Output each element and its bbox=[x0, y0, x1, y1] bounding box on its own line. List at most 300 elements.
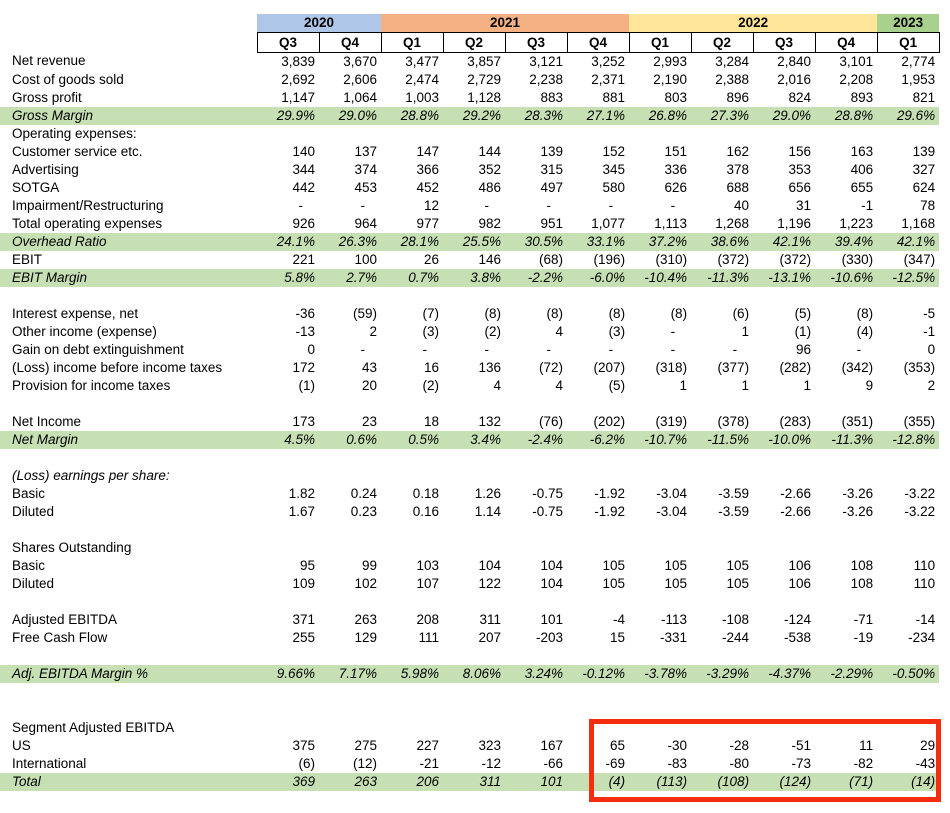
value-cell: 146 bbox=[478, 251, 502, 267]
value-cell: 378 bbox=[726, 161, 750, 177]
value-cell bbox=[381, 521, 443, 539]
value-cell: 3,670 bbox=[343, 53, 378, 69]
value-cell: 26 bbox=[423, 251, 440, 267]
value-cell bbox=[443, 647, 505, 665]
value-cell: 107 bbox=[416, 575, 440, 591]
value-cell: (4) bbox=[856, 323, 874, 339]
value-cell bbox=[877, 647, 939, 665]
value-cell: 3.4% bbox=[443, 431, 505, 449]
value-cell: 982 bbox=[478, 215, 502, 231]
value-cell bbox=[753, 395, 815, 413]
table-row bbox=[0, 521, 939, 539]
table-row bbox=[0, 251, 939, 269]
value-cell: 28.3% bbox=[505, 107, 567, 125]
value-cell: 2 bbox=[369, 323, 378, 339]
table-row bbox=[0, 773, 939, 791]
row-label-cell: Gain on debt extinguishment bbox=[12, 341, 184, 357]
row-label-cell: Diluted bbox=[12, 575, 55, 591]
value-cell bbox=[629, 539, 691, 557]
table-row bbox=[0, 107, 939, 125]
value-cell bbox=[877, 449, 939, 467]
value-cell: 1.14 bbox=[474, 503, 502, 519]
value-cell bbox=[381, 593, 443, 611]
value-cell: 147 bbox=[416, 143, 440, 159]
value-cell: 42.1% bbox=[753, 233, 815, 251]
value-cell bbox=[381, 395, 443, 413]
value-cell bbox=[257, 449, 319, 467]
value-cell bbox=[815, 521, 877, 539]
value-cell: 122 bbox=[478, 575, 502, 591]
row-label-cell: Adj. EBITDA Margin % bbox=[0, 665, 257, 683]
value-cell bbox=[319, 539, 381, 557]
value-cell: -2.4% bbox=[505, 431, 567, 449]
value-cell: 173 bbox=[292, 413, 315, 429]
value-cell: 1.26 bbox=[474, 485, 502, 501]
quarter-header-cell: Q4 bbox=[567, 32, 629, 52]
year-header-cell: 2021 bbox=[381, 14, 629, 32]
value-cell: 4 bbox=[555, 323, 564, 339]
value-cell: 406 bbox=[850, 161, 874, 177]
value-cell: (2) bbox=[422, 377, 440, 393]
value-cell: 221 bbox=[292, 251, 315, 267]
value-cell: 0.5% bbox=[381, 431, 443, 449]
value-cell bbox=[691, 467, 753, 485]
value-cell: - bbox=[484, 197, 490, 213]
value-cell: 30.5% bbox=[505, 233, 567, 251]
value-cell: 105 bbox=[726, 557, 750, 573]
row-label-cell bbox=[0, 701, 257, 719]
value-cell bbox=[381, 287, 443, 305]
value-cell: 1,077 bbox=[591, 215, 626, 231]
value-cell: 624 bbox=[912, 179, 936, 195]
value-cell bbox=[753, 125, 815, 143]
value-cell: -11.5% bbox=[691, 431, 753, 449]
value-cell: 2.7% bbox=[319, 269, 381, 287]
value-cell: 38.6% bbox=[691, 233, 753, 251]
table-row bbox=[0, 395, 939, 413]
value-cell: -80 bbox=[729, 755, 750, 771]
value-cell: 0.7% bbox=[381, 269, 443, 287]
value-cell: (377) bbox=[717, 359, 750, 375]
value-cell: 16 bbox=[423, 359, 440, 375]
value-cell bbox=[319, 593, 381, 611]
value-cell: 111 bbox=[418, 629, 440, 645]
value-cell bbox=[505, 701, 567, 719]
value-cell: 106 bbox=[788, 575, 812, 591]
value-cell: (8) bbox=[484, 305, 502, 321]
row-label-cell: International bbox=[12, 755, 87, 771]
value-cell: 108 bbox=[850, 575, 874, 591]
value-cell: 803 bbox=[664, 89, 688, 105]
value-cell: 29.0% bbox=[753, 107, 815, 125]
table-row bbox=[0, 125, 939, 143]
value-cell bbox=[505, 647, 567, 665]
table-row bbox=[0, 233, 939, 251]
row-label-cell: Total operating expenses bbox=[12, 215, 163, 231]
value-cell: -0.12% bbox=[567, 665, 629, 683]
table-body bbox=[0, 52, 939, 791]
value-cell: 28.8% bbox=[381, 107, 443, 125]
table-row bbox=[0, 665, 939, 683]
value-cell: -21 bbox=[419, 755, 440, 771]
value-cell bbox=[319, 683, 381, 701]
value-cell: -19 bbox=[853, 629, 874, 645]
value-cell: (207) bbox=[593, 359, 626, 375]
value-cell bbox=[691, 125, 753, 143]
value-cell: 167 bbox=[540, 737, 564, 753]
value-cell: 29.9% bbox=[257, 107, 319, 125]
row-label-cell: Basic bbox=[12, 485, 46, 501]
row-label-cell: Gross profit bbox=[12, 89, 82, 105]
value-cell: -83 bbox=[667, 755, 688, 771]
year-header-cell: 2022 bbox=[629, 14, 877, 32]
value-cell: (14) bbox=[877, 773, 939, 791]
value-cell bbox=[319, 287, 381, 305]
value-cell: (108) bbox=[691, 773, 753, 791]
value-cell: (378) bbox=[717, 413, 750, 429]
value-cell: (124) bbox=[753, 773, 815, 791]
value-cell bbox=[629, 701, 691, 719]
value-cell bbox=[629, 449, 691, 467]
value-cell: 580 bbox=[602, 179, 626, 195]
value-cell: (5) bbox=[608, 377, 626, 393]
value-cell bbox=[691, 593, 753, 611]
value-cell bbox=[505, 287, 567, 305]
value-cell: 323 bbox=[478, 737, 502, 753]
value-cell: -3.26 bbox=[842, 485, 874, 501]
value-cell: -538 bbox=[784, 629, 812, 645]
value-cell bbox=[319, 395, 381, 413]
value-cell: 29.2% bbox=[443, 107, 505, 125]
table-row bbox=[0, 701, 939, 719]
value-cell: - bbox=[360, 341, 366, 357]
value-cell bbox=[877, 539, 939, 557]
value-cell bbox=[629, 125, 691, 143]
value-cell: -13 bbox=[295, 323, 315, 339]
row-label-cell: Segment Adjusted EBITDA bbox=[12, 719, 175, 735]
value-cell bbox=[505, 521, 567, 539]
value-cell: -10.7% bbox=[629, 431, 691, 449]
value-cell: - bbox=[670, 323, 676, 339]
value-cell: 104 bbox=[540, 575, 564, 591]
quarter-header-cell: Q4 bbox=[815, 32, 877, 52]
value-cell bbox=[257, 125, 319, 143]
value-cell bbox=[381, 701, 443, 719]
row-label-cell bbox=[0, 647, 257, 665]
value-cell: -82 bbox=[853, 755, 874, 771]
table-row bbox=[0, 305, 939, 323]
value-cell bbox=[567, 683, 629, 701]
value-cell: 3.24% bbox=[505, 665, 567, 683]
value-cell: -203 bbox=[535, 629, 564, 645]
value-cell: -2.2% bbox=[505, 269, 567, 287]
value-cell: 2,606 bbox=[343, 71, 378, 87]
row-label-cell: SOTGA bbox=[12, 179, 60, 195]
value-cell bbox=[567, 593, 629, 611]
value-cell: -2.66 bbox=[780, 503, 812, 519]
value-cell: (310) bbox=[655, 251, 688, 267]
value-cell: (3) bbox=[422, 323, 440, 339]
value-cell bbox=[319, 449, 381, 467]
value-cell bbox=[567, 539, 629, 557]
value-cell: - bbox=[732, 341, 738, 357]
value-cell: (2) bbox=[484, 323, 502, 339]
value-cell: -2.66 bbox=[780, 485, 812, 501]
row-label-cell: Cost of goods sold bbox=[12, 71, 124, 87]
value-cell bbox=[815, 701, 877, 719]
year-header-cell: 2020 bbox=[257, 14, 381, 32]
value-cell: 5.98% bbox=[381, 665, 443, 683]
value-cell: 3,101 bbox=[839, 53, 874, 69]
value-cell: 29 bbox=[920, 737, 936, 753]
value-cell: 2,729 bbox=[467, 71, 502, 87]
value-cell: 369 bbox=[257, 773, 319, 791]
value-cell: 2,208 bbox=[839, 71, 874, 87]
value-cell: -3.22 bbox=[904, 503, 936, 519]
value-cell bbox=[443, 719, 505, 737]
row-label-cell: Free Cash Flow bbox=[12, 629, 108, 645]
value-cell bbox=[815, 539, 877, 557]
value-cell: -36 bbox=[295, 305, 315, 321]
value-cell: -4.37% bbox=[753, 665, 815, 683]
value-cell: 101 bbox=[540, 611, 564, 627]
value-cell: 105 bbox=[664, 575, 688, 591]
value-cell: 139 bbox=[540, 143, 564, 159]
quarter-header-cell: Q3 bbox=[753, 32, 815, 52]
value-cell: -43 bbox=[915, 755, 936, 771]
value-cell: -244 bbox=[722, 629, 750, 645]
value-cell: 15 bbox=[610, 629, 626, 645]
value-cell: 688 bbox=[726, 179, 750, 195]
value-cell: 65 bbox=[610, 737, 626, 753]
value-cell bbox=[691, 683, 753, 701]
value-cell: -1 bbox=[923, 323, 936, 339]
value-cell: 2,238 bbox=[529, 71, 564, 87]
value-cell: 821 bbox=[912, 89, 936, 105]
table-row bbox=[0, 593, 939, 611]
value-cell: 29.6% bbox=[877, 107, 939, 125]
value-cell bbox=[505, 539, 567, 557]
value-cell: 2 bbox=[927, 377, 936, 393]
value-cell: - bbox=[422, 341, 428, 357]
value-cell: 964 bbox=[354, 215, 378, 231]
value-cell: -11.3% bbox=[691, 269, 753, 287]
value-cell: 2,474 bbox=[405, 71, 440, 87]
value-cell: 9 bbox=[865, 377, 874, 393]
value-cell bbox=[505, 719, 567, 737]
value-cell: 140 bbox=[292, 143, 315, 159]
value-cell: 12 bbox=[423, 197, 440, 213]
value-cell bbox=[443, 521, 505, 539]
value-cell: 4.5% bbox=[257, 431, 319, 449]
value-cell bbox=[443, 593, 505, 611]
row-label-cell: Adjusted EBITDA bbox=[12, 611, 118, 627]
value-cell: -108 bbox=[722, 611, 750, 627]
table-row bbox=[0, 683, 939, 701]
row-label-cell: Provision for income taxes bbox=[12, 377, 171, 393]
value-cell bbox=[443, 395, 505, 413]
value-cell: 4 bbox=[493, 377, 502, 393]
value-cell bbox=[381, 125, 443, 143]
table-row bbox=[0, 431, 939, 449]
value-cell: 263 bbox=[319, 773, 381, 791]
value-cell: (5) bbox=[794, 305, 812, 321]
value-cell bbox=[567, 395, 629, 413]
value-cell bbox=[691, 395, 753, 413]
value-cell: 0.16 bbox=[412, 503, 440, 519]
value-cell: (76) bbox=[539, 413, 564, 429]
value-cell: (202) bbox=[593, 413, 626, 429]
value-cell bbox=[257, 467, 319, 485]
value-cell: -13.1% bbox=[753, 269, 815, 287]
value-cell bbox=[877, 395, 939, 413]
value-cell: - bbox=[360, 197, 366, 213]
value-cell: 104 bbox=[478, 557, 502, 573]
value-cell: (6) bbox=[732, 305, 750, 321]
value-cell bbox=[567, 125, 629, 143]
value-cell: -12 bbox=[481, 755, 502, 771]
row-label-cell bbox=[0, 287, 257, 305]
value-cell: 9.66% bbox=[257, 665, 319, 683]
table-row bbox=[0, 647, 939, 665]
value-cell: (8) bbox=[856, 305, 874, 321]
value-cell: 104 bbox=[540, 557, 564, 573]
table-row bbox=[0, 377, 939, 395]
value-cell bbox=[505, 125, 567, 143]
value-cell: 156 bbox=[788, 143, 812, 159]
row-label-cell: Customer service etc. bbox=[12, 143, 143, 159]
value-cell: 129 bbox=[354, 629, 378, 645]
value-cell: -66 bbox=[543, 755, 564, 771]
value-cell: -3.78% bbox=[629, 665, 691, 683]
value-cell: 132 bbox=[478, 413, 502, 429]
value-cell: -10.4% bbox=[629, 269, 691, 287]
value-cell bbox=[629, 287, 691, 305]
value-cell bbox=[629, 521, 691, 539]
value-cell: 29.0% bbox=[319, 107, 381, 125]
value-cell: (3) bbox=[608, 323, 626, 339]
value-cell bbox=[629, 593, 691, 611]
value-cell: 345 bbox=[602, 161, 626, 177]
value-cell: 26.8% bbox=[629, 107, 691, 125]
value-cell: -12.5% bbox=[877, 269, 939, 287]
value-cell: -0.75 bbox=[532, 485, 564, 501]
value-cell: 0.6% bbox=[319, 431, 381, 449]
value-cell: (72) bbox=[539, 359, 564, 375]
value-cell: 100 bbox=[354, 251, 378, 267]
value-cell: 108 bbox=[850, 557, 874, 573]
row-label-cell: Net revenue bbox=[12, 53, 86, 69]
value-cell: 311 bbox=[479, 611, 502, 627]
table-row bbox=[0, 503, 939, 521]
value-cell bbox=[505, 683, 567, 701]
value-cell: 2,388 bbox=[715, 71, 750, 87]
value-cell: -10.0% bbox=[753, 431, 815, 449]
value-cell bbox=[815, 593, 877, 611]
value-cell: - bbox=[670, 197, 676, 213]
value-cell: 24.1% bbox=[257, 233, 319, 251]
value-cell: 656 bbox=[788, 179, 812, 195]
value-cell: 207 bbox=[478, 629, 502, 645]
value-cell: -5 bbox=[923, 305, 936, 321]
row-label-cell: Gross Margin bbox=[0, 107, 257, 125]
value-cell: (283) bbox=[779, 413, 812, 429]
value-cell: 144 bbox=[478, 143, 502, 159]
row-label-cell: Operating expenses: bbox=[12, 125, 137, 141]
row-label-cell: Interest expense, net bbox=[12, 305, 139, 321]
row-label-cell: Net Margin bbox=[0, 431, 257, 449]
value-cell: 1,147 bbox=[281, 89, 315, 105]
value-cell bbox=[567, 287, 629, 305]
value-cell bbox=[629, 683, 691, 701]
value-cell bbox=[629, 467, 691, 485]
value-cell bbox=[753, 647, 815, 665]
financial-table bbox=[0, 14, 940, 791]
value-cell: 109 bbox=[292, 575, 315, 591]
table-row bbox=[0, 197, 939, 215]
value-cell: 139 bbox=[912, 143, 936, 159]
value-cell: 33.1% bbox=[567, 233, 629, 251]
value-cell: -10.6% bbox=[815, 269, 877, 287]
value-cell: (318) bbox=[655, 359, 688, 375]
table-row bbox=[0, 161, 939, 179]
value-cell bbox=[257, 683, 319, 701]
value-cell: -3.59 bbox=[718, 503, 750, 519]
value-cell: 375 bbox=[292, 737, 315, 753]
value-cell bbox=[877, 683, 939, 701]
value-cell bbox=[629, 719, 691, 737]
value-cell bbox=[505, 593, 567, 611]
table-row bbox=[0, 143, 939, 161]
value-cell bbox=[567, 467, 629, 485]
value-cell: -3.59 bbox=[718, 485, 750, 501]
value-cell: 366 bbox=[416, 161, 440, 177]
quarter-header-cell: Q2 bbox=[691, 32, 753, 52]
value-cell: - bbox=[298, 197, 303, 213]
value-cell: 626 bbox=[664, 179, 688, 195]
value-cell: 353 bbox=[788, 161, 812, 177]
value-cell: 1.67 bbox=[288, 503, 315, 519]
row-label-cell bbox=[0, 683, 257, 701]
row-label-cell: Shares Outstanding bbox=[12, 539, 132, 555]
value-cell: - bbox=[608, 341, 614, 357]
value-cell bbox=[505, 449, 567, 467]
value-cell: (330) bbox=[841, 251, 874, 267]
value-cell: -73 bbox=[791, 755, 812, 771]
value-cell: 275 bbox=[354, 737, 378, 753]
value-cell: 28.8% bbox=[815, 107, 877, 125]
table-row bbox=[0, 341, 939, 359]
table-row bbox=[0, 737, 939, 755]
value-cell: (6) bbox=[298, 755, 315, 771]
value-cell: 336 bbox=[664, 161, 688, 177]
value-cell bbox=[505, 395, 567, 413]
table-row bbox=[0, 719, 939, 737]
value-cell: 106 bbox=[788, 557, 812, 573]
value-cell bbox=[257, 719, 319, 737]
value-cell: 40 bbox=[734, 197, 750, 213]
value-cell: - bbox=[856, 341, 862, 357]
value-cell: 28.1% bbox=[381, 233, 443, 251]
value-cell bbox=[691, 287, 753, 305]
value-cell: -331 bbox=[660, 629, 688, 645]
value-cell: 208 bbox=[416, 611, 440, 627]
value-cell: 206 bbox=[381, 773, 443, 791]
value-cell bbox=[567, 719, 629, 737]
value-cell bbox=[443, 449, 505, 467]
value-cell: 78 bbox=[920, 197, 936, 213]
value-cell: 1,168 bbox=[901, 215, 936, 231]
